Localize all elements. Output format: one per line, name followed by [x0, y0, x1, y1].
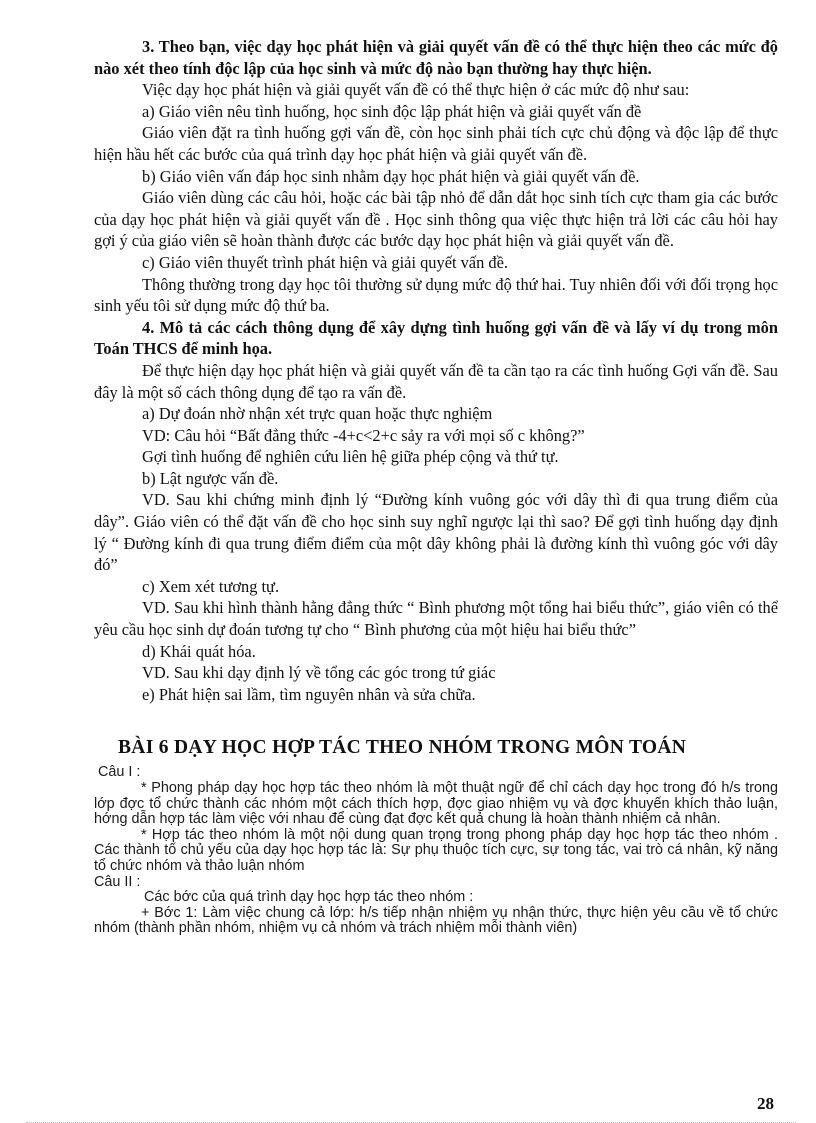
- q4-question: 4. Mô tả các cách thông dụng để xây dựng tình huống gợi vấn đề và lấy ví dụ trong môn Toán THCS để minh họa.: [94, 317, 778, 359]
- page-number: 28: [757, 1094, 774, 1113]
- q3-c-body: Thông thường trong dạy học tôi thường sử dụng mức độ thứ hai. Tuy nhiên đối với đối trọng học sinh yếu tôi sử dụng mức độ thứ ba.: [94, 274, 778, 316]
- q4-c-title: c) Xem xét tương tự.: [142, 576, 280, 596]
- q4-e-title: e) Phát hiện sai lầm, tìm nguyên nhân và sửa chữa.: [142, 684, 476, 704]
- q3-c-title: c) Giáo viên thuyết trình phát hiện và giải quyết vấn đề.: [142, 252, 508, 272]
- q3-question: 3. Theo bạn, việc dạy học phát hiện và giải quyết vấn đề có thể thực hiện theo các mức độ nào xét theo tính độc lập của học sinh và mức độ nào bạn thường hay thực hiện.: [94, 37, 778, 78]
- cau2-label: Câu II :: [94, 873, 141, 890]
- cau2-paragraph-2: + Bớc 1: Làm việc chung cả lớp: h/s tiếp nhận nhiệm vụ nhận thức, thực hiện yêu cầu về tổ chức nhóm (thành phần nhóm, nhiệm vụ cả nhóm và trách nhiệm mỗi thành viên): [94, 904, 778, 937]
- q4-b-title: b) Lật ngược vấn đề.: [142, 468, 279, 488]
- q4-intro: Để thực hiện dạy học phát hiện và giải quyết vấn đề ta cần tạo ra các tình huống Gợi vấn đề. Sau đây là một số cách thông dụng để tạo ra vấn đề.: [94, 360, 778, 402]
- q3-b-title: b) Giáo viên vấn đáp học sinh nhằm dạy học phát hiện và giải quyết vấn đề.: [142, 166, 640, 186]
- q3-a-title: a) Giáo viên nêu tình huống, học sinh độc lập phát hiện và giải quyết vấn đề: [142, 101, 642, 121]
- q4-c-example: VD. Sau khi hình thành hằng đẳng thức “ Bình phương một tổng hai biểu thức”, giáo viên có thể yêu cầu học sinh dự đoán tương tự cho “ Bình phương của một hiệu hai biểu thức”: [94, 598, 778, 640]
- cau1-label: Câu I :: [98, 764, 141, 781]
- cau1-paragraph-1: * Phong pháp dạy học hợp tác theo nhóm là một thuật ngữ để chỉ cách dạy học trong đó h/s trong lớp đợc tổ chức thành các nhóm một cách thích hợp, đợc giao nhiệm vụ và đợc khuyến khích thảo luận, hớng dẫn hợp tác làm việc với nhau để cùng đạt đợc kết quả chung là hoàn thành nhiệm cả nhân.: [94, 780, 778, 828]
- q3-a-body: Giáo viên đặt ra tình huống gợi vấn đề, còn học sinh phải tích cực chủ động và độc lập để thực hiện hầu hết các bước của quá trình dạy học phát hiện và giải quyết vấn đề.: [94, 123, 778, 164]
- q4-b-example: VD. Sau khi chứng minh định lý “Đường kính vuông góc với dây thì đi qua trung điểm của dây”. Giáo viên có thể đặt vấn đề cho học sinh suy nghĩ ngược lại thì sao? Để gợi tình huống dạy định lý “ Đường kính đi qua trung điểm điểm của một dây không phải là đường kính thì vuông góc với dây đó”: [94, 490, 778, 575]
- q4-a-note: Gợi tình huống để nghiên cứu liên hệ giữa phép cộng và thứ tự.: [142, 447, 559, 467]
- lesson-6-heading: BÀI 6 DẠY HỌC HỢP TÁC THEO NHÓM TRONG MÔN TOÁN: [118, 737, 687, 759]
- q3-intro: Việc dạy học phát hiện và giải quyết vấn đề có thể thực hiện ở các mức độ như sau:: [142, 80, 690, 100]
- q4-a-title: a) Dự đoán nhờ nhận xét trực quan hoặc thực nghiệm: [142, 404, 493, 424]
- cau1-paragraph-2: * Hợp tác theo nhóm là một nội dung quan trọng trong phong pháp dạy học hợp tác theo nhóm . Các thành tố chủ yếu của dạy học hợp tác là: Sự phụ thuộc tích cực, sự tong tác, vai trò cá nhân, kỹ năng tổ chức nhóm và thảo luận nhóm: [94, 826, 778, 874]
- cau2-paragraph-1: Các bớc của quá trình dạy học hợp tác theo nhóm :: [144, 889, 474, 906]
- q3-b-body: Giáo viên dùng các câu hỏi, hoặc các bài tập nhỏ để dẫn dắt học sinh tích cực tham gia các bước của dạy học phát hiện và giải quyết vấn đề . Học sinh thông qua việc thực hiện trả lời các câu hỏi hay gợi ý của giáo viên sẽ hoàn thành được các bước dạy học phát hiện và giải quyết vấn đề.: [94, 188, 778, 251]
- q4-d-example: VD. Sau khi dạy định lý về tổng các góc trong tứ giác: [142, 663, 496, 683]
- q4-d-title: d) Khái quát hóa.: [142, 641, 256, 661]
- q4-a-example: VD: Câu hỏi “Bất đẳng thức -4+c<2+c sảy ra với mọi số c không?”: [142, 425, 585, 445]
- document-page: [94, 36, 778, 937]
